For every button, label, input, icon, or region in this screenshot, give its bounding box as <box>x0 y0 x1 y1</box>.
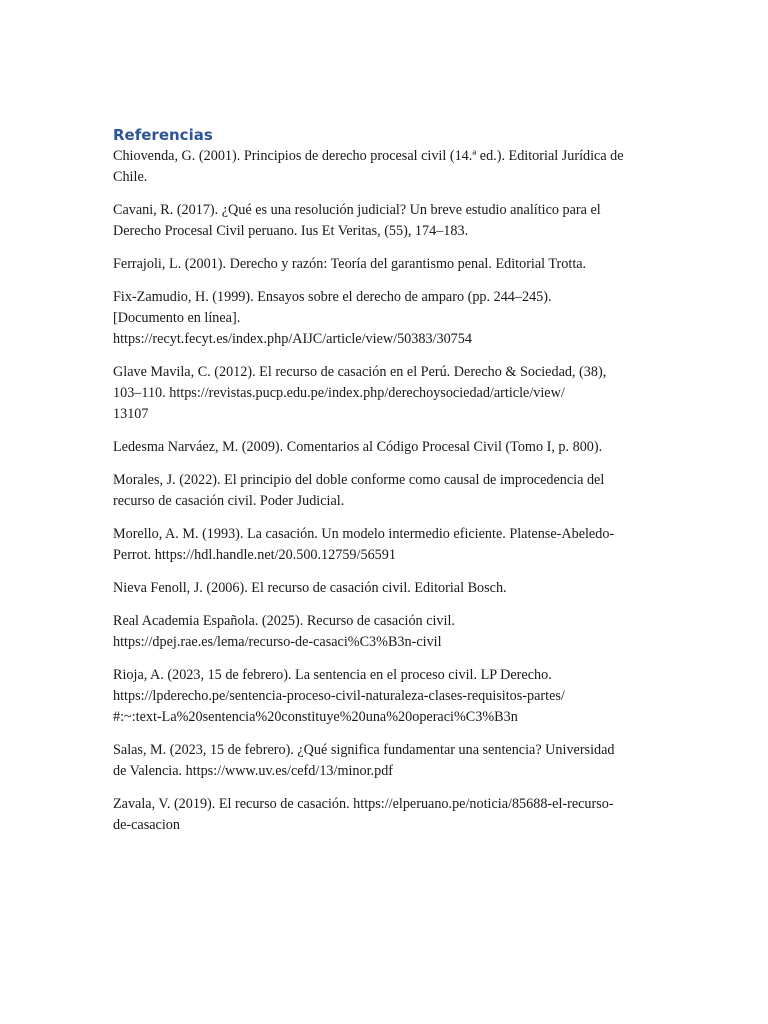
reference-line: Real Academia Española. (2025). Recurso de casación civil. <box>113 613 455 629</box>
reference-entry <box>113 524 658 566</box>
reference-entry <box>113 254 658 275</box>
reference-line: Zavala, V. (2019). El recurso de casación. https://elperuano.pe/noticia/85688-el-recurso- <box>113 796 614 812</box>
reference-line: Chiovenda, G. (2001). Principios de derecho procesal civil (14.ª ed.). Editorial Jurídica de <box>113 148 624 164</box>
reference-line: Glave Mavila, C. (2012). El recurso de casación en el Perú. Derecho & Sociedad, (38), <box>113 364 607 380</box>
reference-line: Ledesma Narváez, M. (2009). Comentarios al Código Procesal Civil (Tomo I, p. 800). <box>113 439 603 455</box>
reference-line: recurso de casación civil. Poder Judicial. <box>113 493 345 509</box>
reference-line: Morello, A. M. (1993). La casación. Un modelo intermedio eficiente. Platense-Abeledo- <box>113 526 615 542</box>
reference-line: https://dpej.rae.es/lema/recurso-de-casaci%C3%B3n-civil <box>113 634 442 650</box>
reference-entry <box>113 146 658 188</box>
reference-entry <box>113 578 658 599</box>
reference-line: Ferrajoli, L. (2001). Derecho y razón: Teoría del garantismo penal. Editorial Trotta. <box>113 256 587 272</box>
reference-line: Salas, M. (2023, 15 de febrero). ¿Qué significa fundamentar una sentencia? Universidad <box>113 742 615 758</box>
reference-line: Chile. <box>113 169 148 185</box>
reference-entry <box>113 437 658 458</box>
reference-entry <box>113 665 658 728</box>
references-heading: Referencias <box>113 126 213 144</box>
reference-line: Cavani, R. (2017). ¿Qué es una resolución judicial? Un breve estudio analítico para el <box>113 202 601 218</box>
reference-entry <box>113 287 658 350</box>
reference-line: #:~:text-La%20sentencia%20constituye%20una%20operaci%C3%B3n <box>113 709 518 725</box>
reference-list <box>113 146 658 836</box>
reference-line: Perrot. https://hdl.handle.net/20.500.12759/56591 <box>113 547 396 563</box>
reference-line: Derecho Procesal Civil peruano. Ius Et Veritas, (55), 174–183. <box>113 223 469 239</box>
reference-entry <box>113 611 658 653</box>
reference-line: https://recyt.fecyt.es/index.php/AIJC/article/view/50383/30754 <box>113 331 472 347</box>
reference-entry <box>113 362 658 425</box>
reference-line: de Valencia. https://www.uv.es/cefd/13/minor.pdf <box>113 763 394 779</box>
reference-line: [Documento en línea]. <box>113 310 241 326</box>
reference-entry <box>113 740 658 782</box>
reference-entry <box>113 200 658 242</box>
reference-line: de-casacion <box>113 817 180 833</box>
reference-line: Fix-Zamudio, H. (1999). Ensayos sobre el derecho de amparo (pp. 244–245). <box>113 289 552 305</box>
reference-line: Nieva Fenoll, J. (2006). El recurso de casación civil. Editorial Bosch. <box>113 580 507 596</box>
reference-entry <box>113 794 658 836</box>
reference-entry <box>113 470 658 512</box>
reference-line: Rioja, A. (2023, 15 de febrero). La sentencia en el proceso civil. LP Derecho. <box>113 667 552 683</box>
document-page <box>113 124 658 848</box>
reference-line: https://lpderecho.pe/sentencia-proceso-civil-naturaleza-clases-requisitos-partes/ <box>113 688 565 704</box>
reference-line: 103–110. https://revistas.pucp.edu.pe/index.php/derechoysociedad/article/view/ <box>113 385 565 401</box>
reference-line: 13107 <box>113 406 149 422</box>
reference-line: Morales, J. (2022). El principio del doble conforme como causal de improcedencia del <box>113 472 605 488</box>
